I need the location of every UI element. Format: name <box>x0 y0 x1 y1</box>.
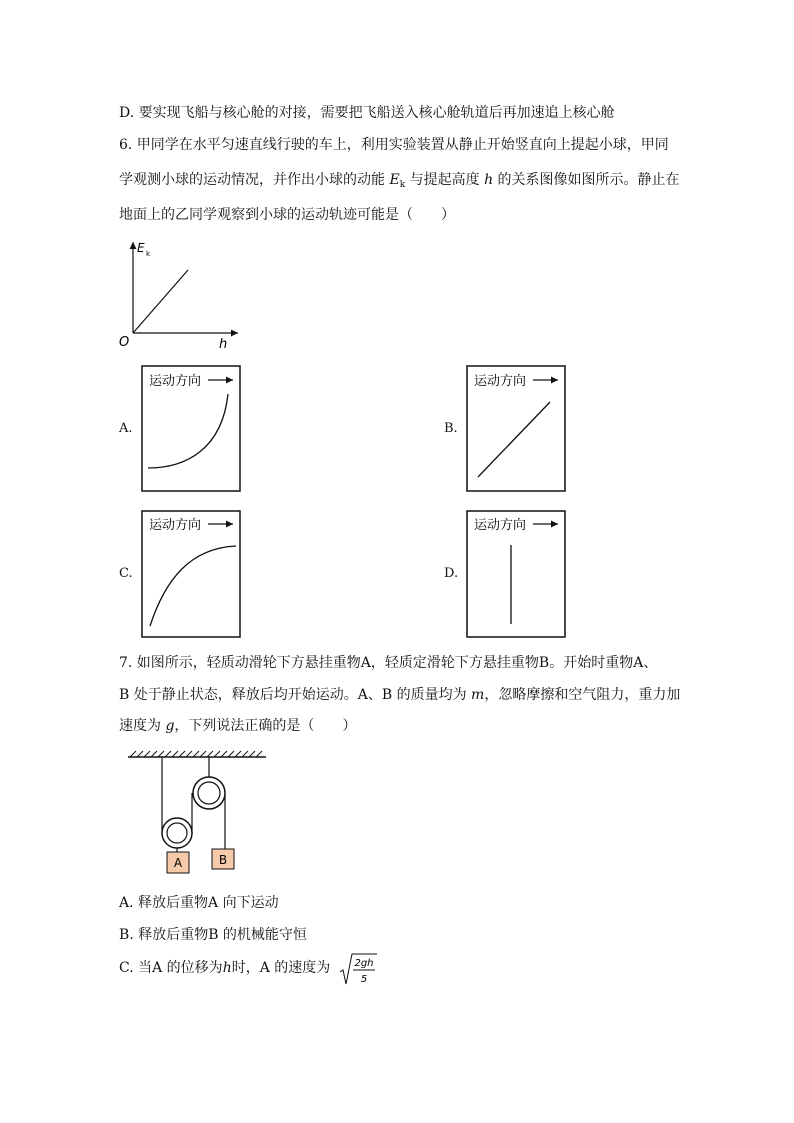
q6-line-2: 学观测小球的运动情况，并作出小球的动能 $E_k$ 与提起高度 h 的关系图像如图所示。静止在 <box>119 172 680 190</box>
q7-line-2: B 处于静止状态，释放后均开始运动。A、B 的质量均为 m，忽略摩擦和空气阻力，重力加 <box>119 687 681 703</box>
q7-line-3: 速度为 g，下列说法正确的是（ ） <box>119 718 357 734</box>
option-b-label[interactable]: B. <box>444 421 458 436</box>
ek-label-sub: k <box>146 250 151 258</box>
direction-label: 运动方向 <box>474 374 527 389</box>
q7-option-a[interactable]: A. 释放后重物A 向下运动 <box>119 895 279 911</box>
h-label: h <box>219 337 228 352</box>
q7-option-c[interactable]: C. 当A 的位移为h时，A 的速度为 <box>119 960 331 976</box>
q7-option-b[interactable]: B. 释放后重物B 的机械能守恒 <box>119 927 307 943</box>
sqrt-numerator: 2gh <box>354 958 374 969</box>
q6-line-3: 地面上的乙同学观察到小球的运动轨迹可能是（ ） <box>119 207 455 223</box>
sqrt-denominator: 5 <box>360 974 368 985</box>
direction-label: 运动方向 <box>149 518 202 533</box>
option-c-label[interactable]: C. <box>119 566 133 581</box>
option-a-label[interactable]: A. <box>119 421 133 436</box>
direction-label: 运动方向 <box>149 374 202 389</box>
ek-label: E <box>137 241 145 255</box>
q6-line-1: 6. 甲同学在水平匀速直线行驶的车上，利用实验装置从静止开始竖直向上提起小球，甲同 <box>119 137 669 153</box>
svg-text:A: A <box>173 856 183 870</box>
origin-label: O <box>119 335 130 350</box>
option-d-label[interactable]: D. <box>444 566 459 581</box>
q7-line-1: 7. 如图所示，轻质动滑轮下方悬挂重物A，轻质定滑轮下方悬挂重物B。开始时重物A、 <box>119 655 658 671</box>
q5-option-d: D. 要实现飞船与核心舱的对接，需要把飞船送入核心舱轨道后再加速追上核心舱 <box>119 105 615 121</box>
svg-text:B: B <box>218 853 228 867</box>
direction-label: 运动方向 <box>474 518 527 533</box>
